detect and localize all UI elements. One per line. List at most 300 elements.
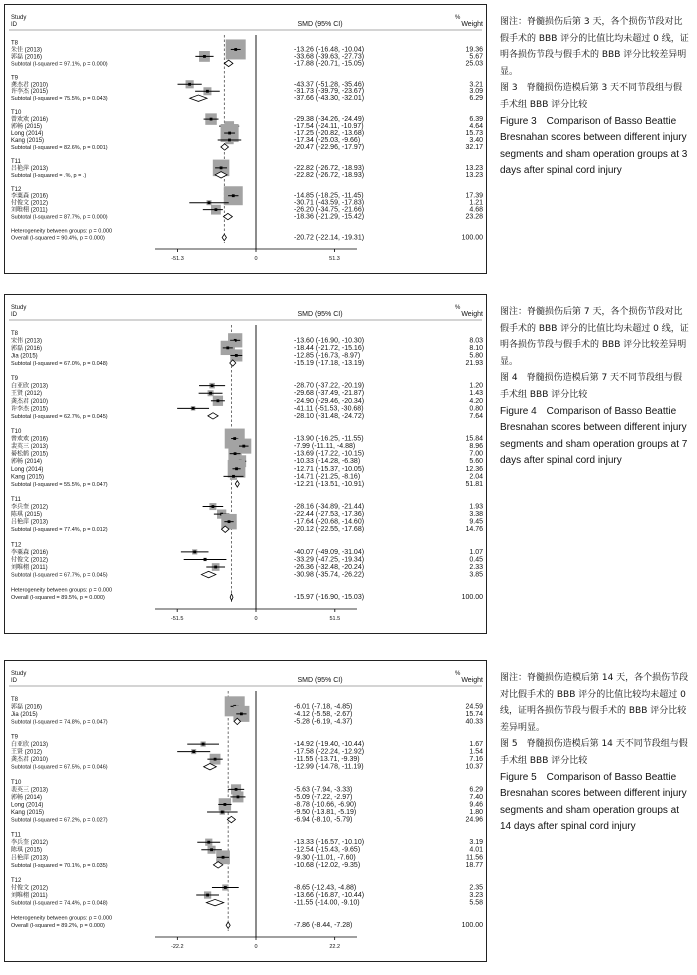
- point-estimate: [222, 856, 225, 859]
- ci-text: -14.92 (-19.40, -10.44): [294, 741, 365, 749]
- subtotal-diamond: [206, 899, 223, 905]
- point-estimate: [188, 83, 191, 86]
- heterogeneity-note: Heterogeneity between groups: p = 0.000: [11, 915, 113, 922]
- weight-text: 18.77: [465, 861, 483, 869]
- study-label: 綦松鹤 (2015): [11, 451, 49, 458]
- x-tick-label: -51.3: [171, 256, 184, 262]
- study-label: Long (2014): [11, 466, 44, 473]
- ci-text: -17.34 (-25.03, -9.66): [294, 137, 361, 144]
- weight-text: 3.40: [469, 137, 483, 144]
- x-tick-label: 0: [254, 616, 258, 622]
- ci-text: -28.70 (-37.22, -20.19): [294, 382, 365, 390]
- point-estimate: [226, 346, 229, 349]
- subtotal-label: Subtotal (I-squared = 55.5%, p = 0.047): [11, 481, 108, 488]
- weight-text: 23.28: [465, 213, 483, 221]
- study-label: 裴英三 (2013): [11, 787, 49, 794]
- weight-text: 1.80: [469, 809, 483, 816]
- study-label: 付俊文 (2012): [11, 200, 49, 207]
- weight-text: 1.93: [469, 503, 483, 511]
- ci-text: -12.71 (-15.37, -10.05): [294, 465, 365, 473]
- weight-text: 3.19: [469, 839, 483, 847]
- ci-text: -18.44 (-21.72, -15.16): [294, 344, 365, 352]
- study-label: 付俊文 (2012): [11, 885, 49, 892]
- point-estimate: [220, 166, 223, 169]
- weight-text: 8.96: [469, 443, 483, 451]
- study-label: Long (2014): [11, 131, 44, 138]
- weight-text: 7.16: [469, 756, 483, 764]
- subtotal-label: Subtotal (I-squared = 97.1%, p = 0.000): [11, 61, 108, 68]
- forest-plot-panel-2: [4, 294, 487, 634]
- figure-caption-2: [500, 304, 690, 470]
- ci-text: -8.65 (-12.43, -4.88): [294, 884, 357, 892]
- ci-text: -30.98 (-35.74, -26.22): [294, 571, 365, 579]
- study-label: 龚杰君 (2010): [11, 82, 49, 89]
- point-estimate: [204, 558, 207, 561]
- group-label: T10: [11, 110, 22, 117]
- ci-text: -28.16 (-34.89, -21.44): [294, 503, 365, 511]
- subtotal-diamond: [190, 95, 207, 101]
- point-estimate: [233, 437, 236, 440]
- subtotal-label: Subtotal (I-squared = 87.7%, p = 0.000): [11, 214, 108, 221]
- figure-caption-1: [500, 14, 690, 180]
- point-estimate: [234, 452, 237, 455]
- study-label: 郭磊 (2016): [11, 704, 43, 711]
- ci-text: -26.36 (-32.48, -20.24): [294, 564, 365, 571]
- study-label: Kang (2015): [11, 810, 45, 816]
- header-weight: Weight: [461, 311, 483, 318]
- header-weight: Weight: [461, 677, 483, 684]
- subtotal-label: Subtotal (I-squared = 74.8%, p = 0.047): [11, 719, 108, 726]
- ci-text: -22.44 (-27.53, -17.36): [294, 511, 365, 519]
- study-label: 李粟森 (2016): [11, 549, 49, 556]
- group-label: T8: [11, 330, 19, 337]
- header-smd: SMD (95% CI): [297, 311, 343, 318]
- ci-text: -13.33 (-16.57, -10.10): [294, 839, 365, 847]
- weight-text: 32.17: [465, 143, 483, 151]
- study-label: Kang (2015): [11, 474, 45, 481]
- study-label: 李粟森 (2016): [11, 193, 49, 200]
- point-estimate: [216, 399, 219, 402]
- group-label: T8: [11, 40, 19, 47]
- ci-text: -6.01 (-7.18, -4.85): [294, 703, 353, 711]
- subtotal-label: Subtotal (I-squared = 67.2%, p = 0.027): [11, 817, 108, 824]
- point-estimate: [214, 566, 217, 569]
- weight-text: 14.76: [465, 526, 483, 534]
- point-estimate: [206, 90, 209, 93]
- point-estimate: [207, 841, 210, 844]
- ci-text: -9.30 (-11.01, -7.60): [294, 854, 356, 862]
- weight-text: 17.39: [465, 192, 483, 200]
- forest-plot-svg: [5, 295, 486, 633]
- weight-text: 4.68: [469, 206, 483, 214]
- caption-note-cn: 图注：脊髓损伤后第 3 天，各个损伤节段对比假手术的 BBB 评分的比值比均未超过 0 线，证明各损伤节段与假手术的 BBB 评分比较差异明显。: [500, 17, 689, 77]
- figure-title-cn: 图 3 脊髓损伤造模后第 3 天不同节段组与假手术组 BBB 评分比较: [500, 83, 683, 110]
- caption-note-cn: 图注：脊髓损伤造模后第 14 天，各个损伤节段对比假手术的 BBB 评分的比值比较均未超过 0 线，证明各损伤节段与假手术的 BBB 评分比较差异明显。: [500, 673, 689, 733]
- subtotal-diamond: [224, 60, 233, 66]
- weight-text: 1.07: [469, 548, 483, 556]
- ci-text: -20.47 (-22.96, -17.97): [294, 143, 365, 151]
- study-label: 朱佳 (2013): [11, 47, 43, 54]
- study-label: 郭畅 (2015): [11, 124, 43, 131]
- ci-text: -24.90 (-29.46, -20.34): [294, 397, 365, 405]
- ci-text: -10.33 (-14.28, -6.38): [294, 458, 361, 466]
- weight-text: 7.40: [469, 793, 483, 801]
- point-estimate: [242, 445, 245, 448]
- figure-title-en: Figure 3 Comparison of Basso Beattie Bresnahan scores between different injury segments and sham operation groups at 3 days after spinal cord injury: [500, 115, 688, 177]
- ci-text: -15.97 (-16.90, -15.03): [294, 594, 365, 602]
- overall-diamond: [222, 234, 226, 240]
- x-tick-label: -51.5: [170, 616, 184, 622]
- ci-text: -10.68 (-12.02, -9.35): [294, 861, 361, 869]
- study-label: 曾欢欢 (2016): [11, 436, 49, 443]
- point-estimate: [232, 475, 235, 478]
- weight-text: 11.56: [466, 854, 483, 862]
- ci-text: -41.11 (-51.53, -30.68): [294, 405, 364, 413]
- ci-text: -12.99 (-14.78, -11.19): [294, 763, 364, 771]
- point-estimate: [212, 505, 215, 508]
- study-label: 曾欢欢 (2016): [11, 117, 49, 124]
- study-label: 付俊文 (2012): [11, 557, 49, 564]
- header-smd: SMD (95% CI): [297, 677, 343, 684]
- weight-text: 13.23: [465, 171, 483, 179]
- point-estimate: [202, 743, 205, 746]
- forest-plot-panel-3: [4, 660, 487, 962]
- ci-text: -33.29 (-47.25, -19.34): [294, 556, 365, 564]
- ci-text: -4.12 (-5.58, -2.67): [294, 710, 353, 718]
- point-estimate: [193, 550, 196, 553]
- study-label: 陈琪 (2015): [11, 512, 43, 519]
- group-label: T9: [11, 75, 19, 82]
- subtotal-label: Subtotal (I-squared = 82.6%, p = 0.001): [11, 144, 108, 151]
- forest-plot-svg: [5, 5, 486, 273]
- subtotal-diamond: [208, 413, 218, 419]
- caption-note-cn: 图注：脊髓损伤后第 7 天，各个损伤节段对比假手术的 BBB 评分的比值比均未超过 0 线，证明各损伤节段与假手术的 BBB 评分比较差异明显。: [500, 307, 689, 367]
- figure-title-cn: 图 4 脊髓损伤造模后第 7 天不同节段组与假手术组 BBB 评分比较: [500, 373, 683, 400]
- weight-text: 4.20: [469, 397, 483, 405]
- subtotal-label: Subtotal (I-squared = .%, p = .): [11, 172, 87, 179]
- weight-text: 5.60: [469, 458, 483, 466]
- forest-plot-svg: [5, 661, 486, 961]
- ci-text: -28.10 (-31.48, -24.72): [294, 412, 365, 420]
- ci-text: -31.73 (-39.79, -23.67): [294, 88, 365, 96]
- study-label: 郭畅 (2014): [11, 459, 43, 466]
- subtotal-label: Subtotal (I-squared = 77.4%, p = 0.012): [11, 527, 108, 534]
- group-label: T12: [11, 186, 22, 193]
- study-label: 郭畅 (2014): [11, 794, 43, 801]
- weight-text: 5.58: [469, 899, 483, 907]
- header-smd: SMD (95% CI): [297, 21, 343, 28]
- overall-diamond: [230, 594, 233, 600]
- weight-text: 4.01: [469, 846, 483, 854]
- weight-text: 15.73: [465, 130, 483, 138]
- study-label: 龚杰君 (2010): [11, 398, 49, 405]
- forest-plot-panel-1: [4, 4, 487, 274]
- weight-text: 24.96: [465, 816, 483, 824]
- figure-caption-3: [500, 670, 690, 836]
- weight-text: 25.03: [465, 60, 483, 68]
- weight-text: 9.46: [469, 801, 483, 809]
- study-label: 许李杰 (2015): [11, 89, 49, 96]
- point-estimate: [209, 392, 212, 395]
- weight-text: 0.45: [469, 556, 483, 564]
- ci-text: -29.38 (-34.26, -24.49): [294, 116, 365, 124]
- ci-text: -5.09 (-7.22, -2.97): [294, 793, 353, 801]
- study-label: Jia (2015): [11, 353, 38, 360]
- ci-text: -26.20 (-34.75, -21.66): [294, 206, 365, 214]
- ci-text: -14.71 (-21.25, -8.16): [294, 473, 361, 481]
- point-estimate: [228, 139, 231, 142]
- weight-text: 6.39: [469, 116, 483, 124]
- subtotal-label: Subtotal (I-squared = 70.1%, p = 0.035): [11, 862, 108, 869]
- group-label: T12: [11, 542, 22, 549]
- group-label: T9: [11, 734, 19, 741]
- subtotal-label: Subtotal (I-squared = 74.4%, p = 0.048): [11, 900, 108, 907]
- study-label: 李兵奎 (2012): [11, 840, 49, 847]
- ci-text: -43.37 (-51.28, -35.46): [294, 81, 365, 89]
- x-tick-label: 0: [254, 944, 258, 950]
- point-estimate: [235, 467, 238, 470]
- ci-text: -37.66 (-43.30, -32.01): [294, 95, 365, 103]
- subtotal-label: Subtotal (I-squared = 75.5%, p = 0.043): [11, 96, 108, 103]
- ci-text: -22.82 (-26.72, -18.93): [294, 171, 365, 179]
- header-pct: %: [455, 305, 461, 311]
- header-id: ID: [11, 678, 17, 684]
- subtotal-diamond: [221, 144, 229, 150]
- ci-text: -8.78 (-10.66, -6.90): [294, 801, 357, 809]
- group-label: T10: [11, 429, 22, 435]
- ci-text: -13.26 (-16.48, -10.04): [294, 46, 365, 54]
- study-label: 郭磊 (2016): [11, 345, 43, 352]
- header-pct: %: [455, 15, 461, 21]
- weight-text: 6.29: [469, 95, 483, 103]
- x-tick-label: -22.2: [171, 944, 184, 950]
- study-label: 吕艳萍 (2013): [11, 855, 49, 862]
- point-estimate: [228, 132, 231, 135]
- overall-label: Overall (I-squared = 90.4%, p = 0.000): [11, 235, 105, 242]
- weight-text: 8.03: [469, 337, 483, 345]
- subtotal-diamond: [201, 571, 216, 577]
- header-study: Study: [11, 305, 27, 311]
- weight-text: 3.23: [469, 892, 483, 900]
- weight-text: 3.38: [469, 511, 483, 519]
- point-estimate: [228, 520, 231, 523]
- ci-text: -17.25 (-20.82, -13.68): [294, 130, 365, 138]
- x-tick-label: 51.3: [329, 256, 340, 262]
- point-estimate: [210, 118, 213, 121]
- overall-label: Overall (I-squared = 89.5%, p = 0.000): [11, 595, 105, 602]
- weight-text: 40.33: [465, 718, 483, 726]
- weight-text: 3.21: [469, 81, 483, 89]
- study-label: 吕艳萍 (2013): [11, 165, 49, 172]
- point-estimate: [224, 886, 227, 889]
- study-label: 刘唯栩 (2011): [11, 893, 48, 900]
- heterogeneity-note: Heterogeneity between groups: p = 0.000: [11, 228, 113, 235]
- ci-text: -5.28 (-6.19, -4.37): [294, 718, 353, 726]
- point-estimate: [221, 811, 224, 814]
- weight-text: 6.29: [469, 786, 483, 794]
- subtotal-diamond: [227, 816, 235, 822]
- point-estimate: [232, 194, 235, 197]
- header-pct: %: [455, 671, 461, 677]
- weight-text: 5.80: [469, 352, 483, 360]
- weight-text: 21.93: [465, 360, 483, 367]
- ci-text: -14.85 (-18.25, -11.45): [294, 192, 364, 200]
- ci-text: -12.85 (-16.73, -8.97): [294, 352, 361, 360]
- ci-text: -13.60 (-16.90, -10.30): [294, 337, 365, 345]
- heterogeneity-note: Heterogeneity between groups: p = 0.000: [11, 587, 113, 594]
- point-estimate: [203, 55, 206, 58]
- study-label: 王贤 (2012): [11, 391, 43, 398]
- ci-text: -20.12 (-22.55, -17.68): [294, 526, 365, 534]
- ci-text: -33.68 (-39.63, -27.73): [294, 53, 365, 61]
- overall-label: Overall (I-squared = 89.2%, p = 0.000): [11, 923, 105, 930]
- point-estimate: [211, 384, 214, 387]
- weight-text: 7.00: [469, 450, 483, 458]
- subtotal-diamond: [235, 481, 239, 487]
- ci-text: -17.64 (-20.68, -14.60): [294, 518, 365, 526]
- ci-text: -12.21 (-13.51, -10.91): [294, 480, 365, 488]
- figure-title-en: Figure 5 Comparison of Basso Beattie Bresnahan scores between different injury segments and sham operation groups at 14 days after spinal cord injury: [500, 771, 687, 833]
- ci-text: -6.94 (-8.10, -5.79): [294, 816, 353, 824]
- study-label: 刘唯栩 (2011): [11, 565, 48, 571]
- weight-text: 51.81: [465, 480, 483, 488]
- x-tick-label: 51.5: [329, 616, 341, 622]
- weight-text: 4.64: [469, 123, 483, 131]
- ci-text: -9.50 (-13.81, -5.19): [294, 809, 357, 816]
- group-label: T9: [11, 376, 19, 383]
- weight-text: 1.20: [469, 382, 483, 390]
- weight-text: 3.09: [469, 88, 483, 96]
- point-estimate: [223, 803, 226, 806]
- study-label: 宋伟 (2013): [11, 338, 43, 345]
- subtotal-label: Subtotal (I-squared = 67.0%, p = 0.048): [11, 361, 108, 367]
- study-label: 陈琪 (2015): [11, 847, 43, 854]
- ci-text: -7.86 (-8.44, -7.28): [294, 922, 353, 930]
- ci-text: -13.90 (-16.25, -11.55): [294, 435, 364, 443]
- ci-text: -15.19 (-17.18, -13.19): [294, 360, 365, 367]
- study-label: 刘唯栩 (2011): [11, 207, 48, 214]
- study-label: 郭磊 (2016): [11, 54, 43, 61]
- weight-text: 7.64: [469, 412, 483, 420]
- group-label: T10: [11, 779, 22, 786]
- header-study: Study: [11, 15, 27, 21]
- group-label: T11: [11, 832, 21, 839]
- subtotal-label: Subtotal (I-squared = 67.7%, p = 0.045): [11, 572, 108, 579]
- ci-text: -20.72 (-22.14, -19.31): [294, 234, 365, 242]
- point-estimate: [192, 407, 195, 410]
- weight-text: 100.00: [461, 922, 483, 930]
- point-estimate: [192, 750, 195, 753]
- overall-diamond: [226, 922, 230, 928]
- group-label: T8: [11, 696, 19, 703]
- point-estimate: [208, 201, 211, 204]
- weight-text: 1.67: [469, 741, 483, 749]
- ci-text: -17.58 (-22.24, -12.92): [294, 748, 365, 756]
- header-id: ID: [11, 22, 17, 28]
- ci-text: -29.68 (-37.49, -21.87): [294, 390, 365, 398]
- weight-text: 2.04: [469, 473, 483, 481]
- weight-text: 1.21: [469, 199, 483, 207]
- weight-text: 100.00: [461, 594, 483, 602]
- weight-text: 19.36: [465, 46, 483, 54]
- study-label: 吕艳萍 (2013): [11, 519, 49, 526]
- point-estimate: [237, 796, 240, 799]
- weight-text: 0.80: [469, 405, 483, 413]
- point-estimate: [235, 788, 238, 791]
- point-estimate: [210, 848, 213, 851]
- point-estimate: [240, 712, 243, 715]
- x-tick-label: 0: [254, 256, 258, 262]
- weight-text: 2.33: [469, 564, 483, 571]
- study-label: 裴英三 (2013): [11, 444, 49, 451]
- group-label: T11: [11, 497, 21, 503]
- study-label: 白亚欣 (2013): [11, 383, 49, 390]
- weight-text: 10.37: [465, 763, 483, 771]
- weight-text: 9.45: [469, 518, 483, 526]
- study-label: 王贤 (2012): [11, 749, 43, 756]
- weight-text: 100.00: [461, 234, 483, 242]
- study-label: 许李杰 (2015): [11, 406, 49, 413]
- ci-text: -12.54 (-15.43, -9.65): [294, 846, 361, 854]
- ci-text: -40.07 (-49.09, -31.04): [294, 548, 365, 556]
- ci-text: -18.36 (-21.29, -15.42): [294, 213, 365, 221]
- weight-text: 5.67: [469, 53, 483, 61]
- ci-text: -13.69 (-17.22, -10.15): [294, 450, 365, 458]
- weight-text: 8.10: [469, 344, 483, 352]
- study-label: Jia (2015): [11, 711, 38, 718]
- figure-title-cn: 图 5 脊髓损伤造模后第 14 天不同节段组与假手术组 BBB 评分比较: [500, 739, 688, 766]
- ci-text: -17.88 (-20.71, -15.05): [294, 60, 365, 68]
- subtotal-diamond: [223, 213, 232, 219]
- study-label: 李兵奎 (2012): [11, 504, 49, 511]
- ci-text: -11.55 (-14.00, -9.10): [294, 899, 360, 907]
- ci-text: -17.54 (-24.11, -10.97): [294, 123, 364, 131]
- point-estimate: [235, 354, 238, 357]
- weight-text: 15.74: [465, 710, 483, 718]
- weight-text: 3.85: [469, 571, 483, 579]
- figure-title-en: Figure 4 Comparison of Basso Beattie Bresnahan scores between different injury segments and sham operation groups at 7 days after spinal cord injury: [500, 405, 688, 467]
- weight-text: 13.23: [465, 164, 483, 172]
- ci-text: -22.82 (-26.72, -18.93): [294, 164, 365, 172]
- study-label: 白亚欣 (2013): [11, 742, 49, 749]
- header-id: ID: [11, 312, 17, 318]
- point-estimate: [206, 894, 209, 897]
- weight-text: 1.54: [469, 748, 483, 756]
- point-estimate: [214, 758, 217, 761]
- subtotal-label: Subtotal (I-squared = 62.7%, p = 0.045): [11, 413, 108, 420]
- weight-text: 24.59: [465, 703, 483, 711]
- point-estimate: [215, 208, 218, 211]
- study-label: 龚杰君 (2010): [11, 757, 49, 764]
- ci-text: -13.66 (-16.87, -10.44): [294, 892, 365, 900]
- header-study: Study: [11, 671, 27, 677]
- weight-text: 1.43: [469, 390, 483, 398]
- point-estimate: [234, 48, 237, 51]
- ci-text: -11.55 (-13.71, -9.39): [294, 756, 360, 764]
- weight-text: 15.84: [465, 435, 483, 443]
- header-weight: Weight: [461, 21, 483, 28]
- group-label: T11: [11, 158, 21, 165]
- weight-text: 2.35: [469, 884, 483, 892]
- ci-text: -7.99 (-11.11, -4.88): [294, 443, 356, 451]
- x-tick-label: 22.2: [329, 944, 341, 950]
- weight-text: 12.36: [465, 465, 483, 473]
- ci-text: -30.71 (-43.59, -17.83): [294, 199, 365, 207]
- study-label: Kang (2015): [11, 138, 45, 144]
- group-label: T12: [11, 877, 22, 884]
- subtotal-label: Subtotal (I-squared = 67.5%, p = 0.046): [11, 764, 108, 771]
- study-label: Long (2014): [11, 802, 44, 809]
